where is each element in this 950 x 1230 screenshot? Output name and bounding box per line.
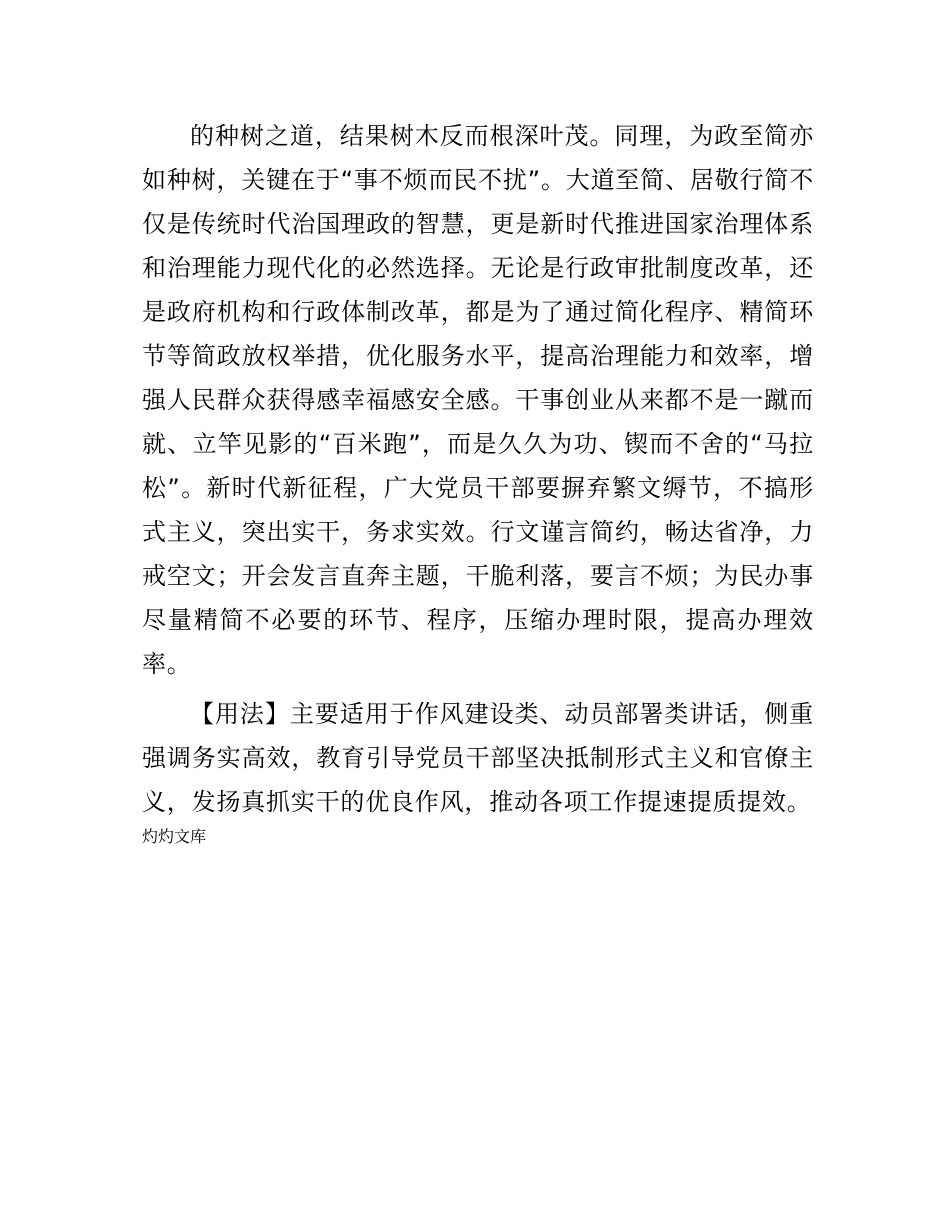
footer-source-label: 灼灼文库 [142,827,207,846]
usage-paragraph: 【用法】主要适用于作风建设类、动员部署类讲话，侧重强调务实高效，教育引导党员干部坚决抵制形式主义和官僚主义，发扬真抓实干的优良作风，推动各项工作提速提质提效。 [142,700,814,816]
body-paragraph: 的种树之道，结果树木反而根深叶茂。同理，为政至简亦如种树，关键在于“事不烦而民不扰”。大道至简、居敬行简不仅是传统时代治国理政的智慧，更是新时代推进国家治理体系和治理能力现代化的必然选择。无论是行政审批制度改革，还是政府机构和行政体制改革，都是为了通过简化程序、精简环节等简政放权举措，优化服务水平，提高治理能力和效率，增强人民群众获得感幸福感安全感。干事创业从来都不是一蹴而就、立竿见影的“百米跑”，而是久久为功、锲而不舍的“马拉松”。新时代新征程，广大党员干部要摒弃繁文缛节，不搞形式主义，突出实干，务求实效。行文谨言简约，畅达省净，力戒空文；开会发言直奔主题，干脆利落，要言不烦；为民办事尽量精简不必要的环节、程序，压缩办理时限，提高办理效率。 [142,122,814,678]
document-body [142,114,814,848]
